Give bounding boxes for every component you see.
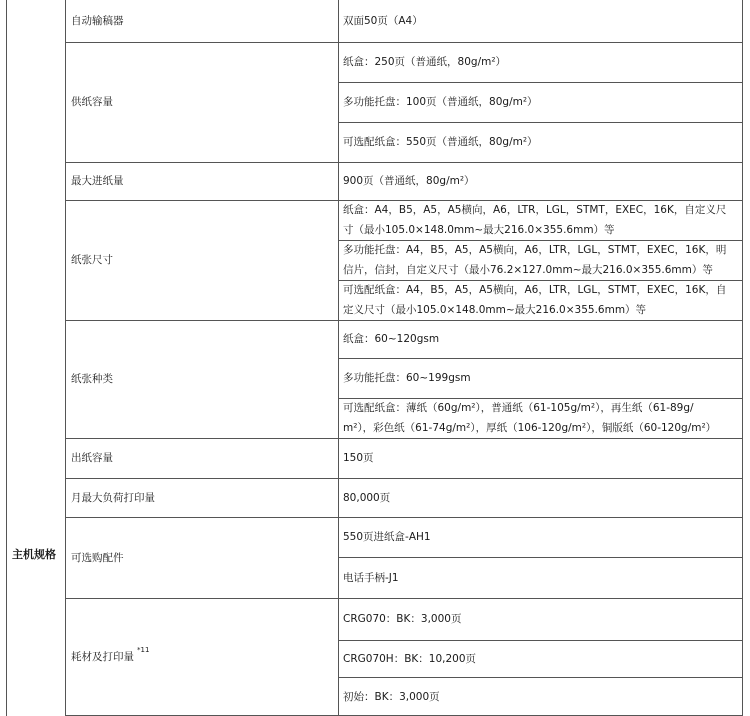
- value-text-line: 信片，信封，自定义尺寸（最小76.2×127.0mm~最大216.0×355.6mm）等: [343, 264, 713, 276]
- value-text: 双面50页（A4）: [343, 15, 423, 27]
- value-text: 可选配纸盒：550页（普通纸，80g/m²）: [343, 136, 538, 148]
- value-text-line: 多功能托盘：A4，B5，A5，A5横向，A6，LTR，LGL，STMT，EXEC，16K，明: [343, 244, 727, 256]
- sub-row-divider: [338, 557, 742, 558]
- row-divider: [65, 42, 742, 43]
- value-text: 多功能托盘：100页（普通纸，80g/m²）: [343, 96, 538, 108]
- row-label: 月最大负荷打印量: [71, 491, 155, 504]
- sub-row-divider: [338, 640, 742, 641]
- value-text: 550页进纸盒-AH1: [343, 531, 431, 543]
- row-label: 纸张尺寸: [71, 254, 113, 266]
- table-border-right: [742, 0, 743, 716]
- category-divider: [65, 0, 66, 716]
- value-text: CRG070：BK：3,000页: [343, 613, 462, 625]
- value-text-line: 纸盒：A4，B5，A5，A5横向，A6，LTR，LGL，STMT，EXEC，16K，自定义尺: [343, 204, 727, 216]
- table-border-left: [6, 0, 7, 716]
- sub-row-divider: [338, 82, 742, 83]
- value-text: 纸盒：60~120gsm: [343, 333, 440, 345]
- sub-row-divider: [338, 122, 742, 123]
- value-text: 纸盒：250页（普通纸，80g/m²）: [343, 56, 507, 68]
- sub-row-divider: [338, 677, 742, 678]
- row-label: 耗材及打印量$^{*11}$: [71, 646, 150, 663]
- value-text-line: 定义尺寸（最小105.0×148.0mm~最大216.0×355.6mm）等: [343, 304, 647, 316]
- row-label: 可选购配件: [71, 551, 124, 564]
- value-text: 初始：BK：3,000页: [343, 690, 440, 703]
- value-text-line: m²），彩色纸（61-74g/m²），厚纸（106-120g/m²），铜版纸（60-120g/m²）: [343, 422, 717, 434]
- row-label: 出纸容量: [71, 452, 113, 464]
- value-text: 电话手柄-J1: [343, 571, 399, 584]
- row-divider: [65, 598, 742, 599]
- value-text: 80,000页: [343, 491, 391, 504]
- value-text: 多功能托盘：60~199gsm: [343, 372, 471, 384]
- sub-row-divider: [338, 358, 742, 359]
- row-label: 供纸容量: [71, 96, 113, 108]
- row-divider: [65, 162, 742, 163]
- row-divider: [65, 517, 742, 518]
- value-text-line: 寸（最小105.0×148.0mm~最大216.0×355.6mm）等: [343, 224, 615, 236]
- value-text-line: 可选配纸盒：A4，B5，A5，A5横向，A6，LTR，LGL，STMT，EXEC，16K，自: [343, 284, 727, 296]
- row-divider: [65, 320, 742, 321]
- row-label: 自动输稿器: [71, 15, 124, 27]
- value-text: 150页: [343, 452, 374, 464]
- row-label: 最大进纸量: [71, 175, 124, 187]
- value-text-line: 可选配纸盒：薄纸（60g/m²），普通纸（61-105g/m²），再生纸（61-89g/: [343, 402, 694, 414]
- row-divider: [65, 438, 742, 439]
- category-label: 主机规格: [12, 548, 56, 561]
- row-label: 纸张种类: [71, 373, 113, 385]
- footnote-marker: *11: [137, 646, 150, 654]
- value-text: 900页（普通纸，80g/m²）: [343, 175, 475, 187]
- row-divider: [65, 478, 742, 479]
- value-text: CRG070H：BK：10,200页: [343, 652, 477, 665]
